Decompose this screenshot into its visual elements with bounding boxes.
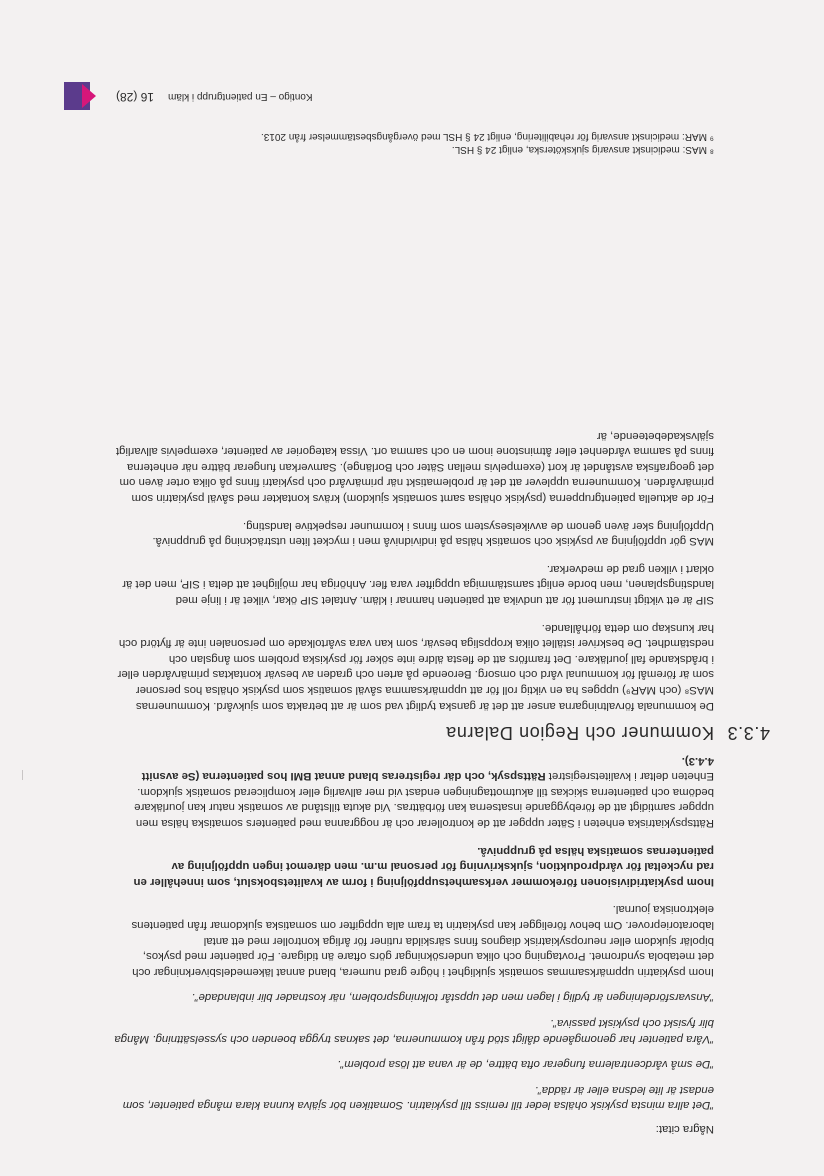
brand-tab-icon	[64, 82, 96, 110]
intro-text: Några citat:	[655, 1123, 714, 1135]
quote-2: ”De små vårdcentralerna fungerar ofta bättre, de är vana att lösa problem”.	[337, 1058, 714, 1071]
paragraph-7: För de aktuella patientgrupperna (psykisk ohälsa samt somatisk sjukdom) krävs kontakter med såväl psykiatrin som primärvården. Kommunerna upplever att det är problematiskt när primärvård och psykiatri finns på olika orter även om det geografiska avståndet är kort (exempelvis mellan Säter och Borlänge). Samverkan fungerar bättre när enheterna finns på samma vårdenhet eller åtminstone inom en och samma ort. Vissa kategorier av patienter, exempelvis allvarligt självskadebeteende, är	[115, 429, 714, 504]
paragraph-3-text: Rättspsykiatriska enheten i Säter uppger att de kontrollerar och är noggranna med patienters somatiska hälsa men uppger samtidigt att de förebyggande insatserna kan förbättras. Vid akuta tillstånd av somatisk natur kan jourläkare bedöma och patienterna skickas till akutmottagningen endast vid mer allvarlig eller komplicerad somatisk sjukdom. Enheten deltar i kvalitetsregistret	[134, 770, 714, 830]
footnote-9: ⁹ MAR: medicinskt ansvarig för rehabilitering, enligt 24 § HSL med övergångsbestämmelser från 2013.	[260, 131, 714, 142]
footnote-8: ⁸ MAS: medicinskt ansvarig sjuksköterska, enligt 24 § HSL.	[451, 144, 714, 155]
quote-1: ”Det allra minsta psykisk ohälsa leder till remiss till psykiatrin. Somatiken bör själva kunna klara många patienter, som endast är lite ledsna eller är rädda”.	[122, 1083, 714, 1112]
quote-4: ”Ansvarsfördelningen är tydlig i lagen men det uppstår tolkningsproblem, när kostnader blir inblandade”.	[191, 991, 714, 1004]
quote-3: ”Våra patienter har genomgående dåligt stöd från kommunerna, det saknas trygga boenden och sysselsättning. Många blir fysiskt och psykiskt passiva”.	[114, 1017, 714, 1045]
section-title: Kommuner och Region Dalarna	[445, 723, 714, 744]
paragraph-1: Inom psykiatrin uppmärksammas somatisk sjuklighet i högre grad numera, bland annat läkemedelsbiverkningar och det metabola syndromet. Provtagning och olika undersökningar görs oftare än tidigare. För patienter med psykos, bipolär sjukdom eller neuropsykiatrisk diagnos finns särskilda rutiner för årliga kontroller med ett antal laboratorieprover. Om behov föreligger kan psykiatrin ta fram alla uppgifter om somatiska sjukdomar från patientens elektroniska journal.	[131, 903, 714, 978]
paragraph-2-bold: Inom psykiatridivisionen förekommer verksamhetsuppföljning i form av kvalitetsbokslut, som innehåller en rad nyckeltal för vårdproduktion, sjukskrivning för personal m.m. men däremot ingen uppföljning av patienternas somatiska hälsa på gruppnivå.	[133, 844, 714, 888]
paragraph-3-bold: Rättspsyk, och där registreras bland annat BMI hos patienterna (Se avsnitt 4.4.3).	[141, 754, 714, 783]
footer-label: Kontigo – En patientgrupp i kläm	[168, 91, 313, 102]
page-footer	[64, 82, 714, 110]
footnotes	[114, 130, 714, 156]
page-number: 16 (28)	[116, 90, 155, 104]
section-heading	[114, 723, 770, 744]
body-text	[114, 415, 770, 1136]
paragraph-3	[114, 752, 714, 830]
paragraph-5: SIP är ett viktigt instrument för att undvika att patienten hamnar i kläm. Antalet SIP ökar, vilket är i linje med landstingsplanen, men borde enligt samstämmiga uppgifter vara fler. Anhöriga har möjlighet att delta i SIP, men det är oklart i vilken grad de medverkar.	[122, 562, 714, 606]
scan-mark	[22, 770, 23, 780]
paragraph-6: MAS gör uppföljning av psykisk och somatisk hälsa på individnivå men i mycket liten utsträckning på gruppnivå. Uppföljning sker även genom de avvikelsesystem som finns i kommuner respektive landsting.	[152, 519, 714, 548]
paragraph-4: De kommunala förvaltningarna anser att det är ganska tydligt vad som är att betrakta som sjukvård. Kommunernas MAS⁸ (och MAR⁹) uppges ha en viktig roll för att uppmärksamma såväl somatisk som psykisk ohälsa hos personer som är föremål för kommunal vård och omsorg. Beroende på arten och graden av besvär kontaktas primärvården eller i brådskande fall jourläkare. Det framförs att de flesta äldre inte söker för psykiska problem som ångslan och nedstämdhet. De beskriver istället olika kroppsliga besvär, som kan vara svårtolkade om personalen inte är flytörd och har kunskap om detta förhållande.	[117, 621, 714, 712]
section-number: 4.3.3	[726, 723, 770, 744]
